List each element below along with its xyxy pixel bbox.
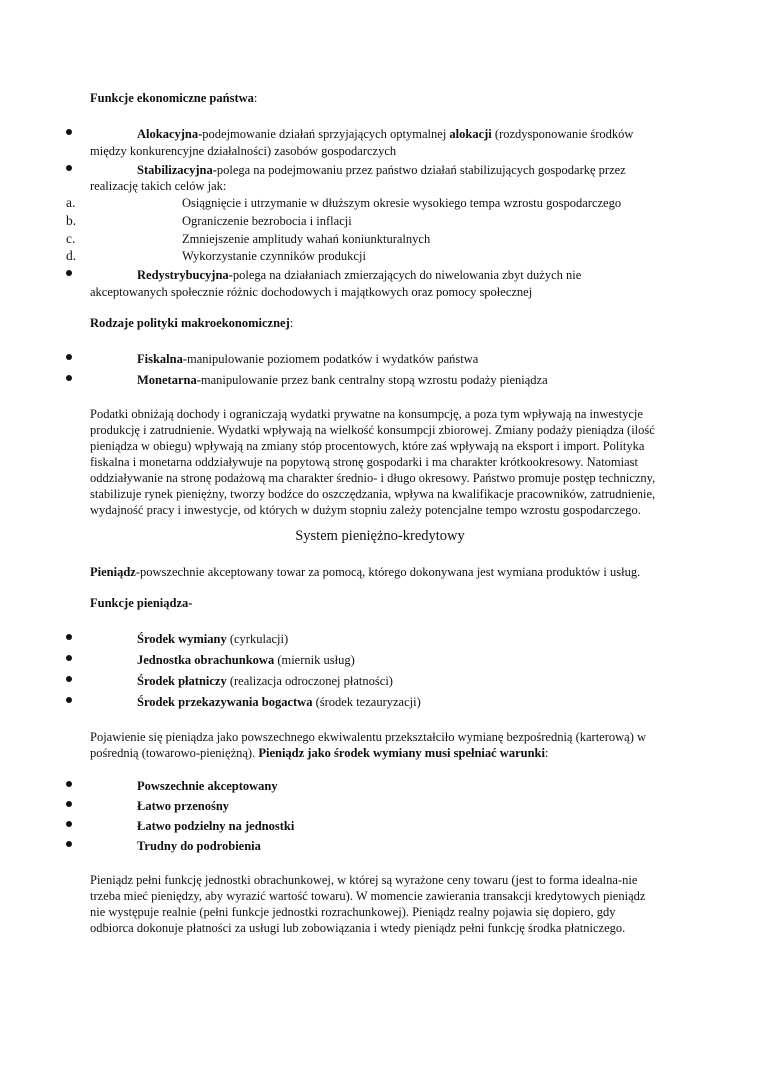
item-label: Fiskalna-: [137, 352, 188, 366]
item-label: Monetarna-: [137, 373, 201, 387]
paragraph-line: Pieniądz pełni funkcję jednostki obrachunkowej, w której są wyrażone ceny towaru (jest to forma idealna-nie: [90, 873, 638, 887]
heading-text: Rodzaje polityki makroekonomicznej: [90, 316, 290, 330]
sub-letter: c.: [66, 231, 76, 246]
item-label: Środek przekazywania bogactwa: [137, 695, 313, 709]
item-label: Stabilizacyjna-: [137, 163, 217, 177]
sub-letter: b.: [66, 213, 77, 228]
sub-letter: d.: [66, 248, 77, 263]
bullet-icon: [66, 841, 72, 847]
bullet-icon: [66, 354, 72, 360]
section-heading-money-functions: Funkcje pieniądza-: [90, 596, 193, 610]
list-item-function: [137, 673, 393, 689]
paragraph-line: oddziaływanie na stronę podażową ma charakter średnio- i długo okresowy. Państwo promuje postęp techniczny,: [90, 471, 656, 485]
item-text: polega na działaniach zmierzających do niwelowania zbyt dużych nie: [232, 268, 582, 282]
list-item-redystrybucyjna: [137, 267, 581, 283]
sub-item: Wykorzystanie czynników produkcji: [182, 249, 366, 263]
item-label: Środek wymiany: [137, 632, 227, 646]
paragraph-line: odbiorca dokonuje płatności za usługi lub zobowiązania i wtedy pieniądz pełni funkcję środka płatniczego.: [90, 921, 626, 935]
bullet-icon: [66, 821, 72, 827]
definition-pieniadz: [90, 564, 640, 580]
item-text: (miernik usług): [274, 653, 355, 667]
bullet-icon: [66, 655, 72, 661]
paragraph-line: stabilizuje rynek pieniężny, tworzy bodźce do oszczędzania, wpływa na kwalifikacje pracowników, zatrudnienie,: [90, 487, 656, 501]
item-text: (cyrkulacji): [226, 632, 289, 646]
list-item-function: [137, 631, 288, 647]
list-item-fiskalna: [137, 351, 478, 367]
sub-item: Ograniczenie bezrobocia i inflacji: [182, 214, 352, 228]
heading-text: Funkcje ekonomiczne państwa: [90, 91, 254, 105]
item-text: podejmowanie działań sprzyjających optymalnej: [202, 127, 450, 141]
paragraph-line: trzeba mieć pieniędzy, aby wyrazić wartość towaru). W momencie zawierania transakcji kredytowych pieniądz: [90, 889, 646, 903]
paragraph-line: [90, 745, 548, 761]
bullet-icon: [66, 129, 72, 135]
item-label: Jednostka obrachunkowa: [137, 653, 275, 667]
paragraph-text: pośrednią (towarowo-pieniężną).: [90, 746, 259, 760]
list-item-continuation: realizację takich celów jak:: [90, 179, 227, 193]
item-text: (środek tezauryzacji): [312, 695, 421, 709]
paragraph-line: fiskalna i monetarna oddziaływuje na popytową stronę gospodarki i ma charakter krótkookresowy. Natomiast: [90, 455, 638, 469]
section-heading-functions: [90, 90, 257, 106]
item-bold-word: alokacji: [449, 127, 492, 141]
bullet-icon: [66, 634, 72, 640]
bullet-icon: [66, 165, 72, 171]
bullet-icon: [66, 375, 72, 381]
bullet-icon: [66, 781, 72, 787]
item-label: Środek płatniczy: [137, 674, 227, 688]
list-item-alokacyjna: [137, 126, 633, 142]
bullet-icon: [66, 270, 72, 276]
paragraph-bold: Pieniądz jako środek wymiany musi spełniać warunki: [258, 746, 545, 760]
list-item-continuation: akceptowanych społecznie różnic dochodowych i majątkowych oraz pomocy społecznej: [90, 285, 533, 299]
heading-suffix: :: [289, 316, 294, 330]
sub-letter: a.: [66, 195, 76, 210]
item-text: manipulowanie przez bank centralny stopą wzrostu podaży pieniądza: [200, 373, 548, 387]
item-text: (realizacja odroczonej płatności): [226, 674, 393, 688]
definition-text: -powszechnie akceptowany towar za pomocą, którego dokonywana jest wymiana produktów i usług.: [135, 565, 641, 579]
bullet-icon: [66, 801, 72, 807]
paragraph-line: nie występuje realnie (pełni funkcje jednostki rozrachunkowej). Pieniądz realny pojawia się dopiero, gdy: [90, 905, 616, 919]
list-item-condition: Łatwo podzielny na jednostki: [137, 819, 295, 833]
list-item-function: [137, 694, 421, 710]
section-heading-policy: [90, 315, 293, 331]
section-title: System pieniężno-kredytowy: [295, 528, 465, 544]
paragraph-line: Podatki obniżają dochody i ograniczają wydatki prywatne na konsumpcję, a poza tym wpływają na inwestycje: [90, 407, 643, 421]
item-text-end: (rozdysponowanie środków: [491, 127, 634, 141]
definition-label: Pieniądz: [90, 565, 136, 579]
bullet-icon: [66, 676, 72, 682]
item-label: Redystrybucyjna-: [137, 268, 233, 282]
paragraph-line: wydajność pracy i inwestycje, od których w dużym stopniu zależy potencjalne tempo wzrostu gospodarczego.: [90, 503, 641, 517]
sub-item: Zmniejszenie amplitudy wahań koniunkturalnych: [182, 232, 431, 246]
list-item-stabilizacyjna: [137, 162, 626, 178]
paragraph-line: Pojawienie się pieniądza jako powszechnego ekwiwalentu przekształciło wymianę bezpośrednią (karterową) w: [90, 730, 647, 744]
list-item-condition: Powszechnie akceptowany: [137, 779, 278, 793]
bullet-icon: [66, 697, 72, 703]
sub-item: Osiągnięcie i utrzymanie w dłuższym okresie wysokiego tempa wzrostu gospodarczego: [182, 196, 622, 210]
item-text: polega na podejmowaniu przez państwo działań stabilizujących gospodarkę przez: [216, 163, 626, 177]
list-item-condition: Łatwo przenośny: [137, 799, 230, 813]
list-item-monetarna: [137, 372, 548, 388]
list-item-condition: Trudny do podrobienia: [137, 839, 261, 853]
list-item-function: [137, 652, 355, 668]
item-label: Alokacyjna-: [137, 127, 203, 141]
paragraph-line: produkcję i zatrudnienie. Wydatki wpływają na wielkość konsumpcji zbiorowej. Zmiany podaży pieniądza (ilość: [90, 423, 655, 437]
heading-suffix: :: [253, 91, 258, 105]
paragraph-line: pieniądza w obiegu) wpływają na zmiany stóp procentowych, które zaś wpływają na eksport i import. Polityka: [90, 439, 645, 453]
item-text: manipulowanie poziomem podatków i wydatków państwa: [187, 352, 479, 366]
paragraph-end: :: [544, 746, 549, 760]
list-item-continuation: między konkurencyjne działalności) zasobów gospodarczych: [90, 144, 397, 158]
